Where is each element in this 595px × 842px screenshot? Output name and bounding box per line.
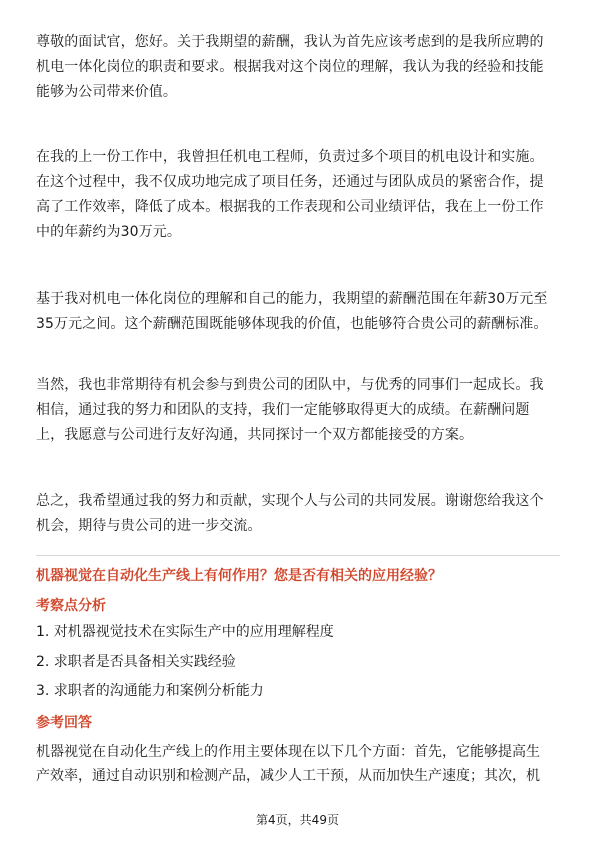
- section-divider: [36, 555, 560, 556]
- text-line: 机器视觉在自动化生产线上的作用主要体现在以下几个方面：首先，它能够提高生: [36, 744, 540, 760]
- analysis-item: 3. 求职者的沟通能力和案例分析能力: [36, 683, 264, 699]
- paragraph-experience: [36, 145, 562, 245]
- text-line: 上，我愿意与公司进行友好沟通，共同探讨一个双方都能接受的方案。: [36, 427, 474, 443]
- text-line: 能够为公司带来价值。: [36, 84, 177, 100]
- question-title: 机器视觉在自动化生产线上有何作用？您是否有相关的应用经验？: [36, 568, 442, 584]
- paragraph-intro: [36, 30, 562, 105]
- text-line: 当然，我也非常期待有机会参与到贵公司的团队中，与优秀的同事们一起成长。我: [36, 377, 544, 393]
- answer-body: [36, 740, 562, 788]
- analysis-item: 1. 对机器视觉技术在实际生产中的应用理解程度: [36, 624, 334, 640]
- analysis-heading: 考察点分析: [36, 598, 106, 614]
- text-line: 机电一体化岗位的职责和要求。根据我对这个岗位的理解，我认为我的经验和技能: [36, 59, 544, 75]
- answer-heading: 参考回答: [36, 715, 92, 731]
- text-line: 尊敬的面试官，您好。关于我期望的薪酬，我认为首先应该考虑到的是我所应聘的: [36, 34, 544, 50]
- paragraph-expectation: [36, 373, 562, 448]
- text-line: 总之，我希望通过我的努力和贡献，实现个人与公司的共同发展。谢谢您给我这个: [36, 493, 544, 509]
- text-line: 产效率，通过自动识别和检测产品，减少人工干预，从而加快生产速度；其次，机: [36, 768, 540, 784]
- text-line: 在这个过程中，我不仅成功地完成了项目任务，还通过与团队成员的紧密合作，提: [36, 174, 544, 190]
- text-line: 基于我对机电一体化岗位的理解和自己的能力，我期望的薪酬范围在年薪30万元至: [36, 291, 548, 307]
- text-line: 在我的上一份工作中，我曾担任机电工程师，负责过多个项目的机电设计和实施。: [36, 149, 544, 165]
- page-number: 第4页，共49页: [256, 813, 339, 827]
- text-line: 高了工作效率，降低了成本。根据我的工作表现和公司业绩评估，我在上一份工作: [36, 199, 544, 215]
- analysis-item: 2. 求职者是否具备相关实践经验: [36, 654, 236, 670]
- paragraph-conclusion: [36, 489, 562, 539]
- text-line: 相信，通过我的努力和团队的支持，我们一定能够取得更大的成绩。在薪酬问题: [36, 402, 530, 418]
- text-line: 35万元之间。这个薪酬范围既能够体现我的价值，也能够符合贵公司的薪酬标准。: [36, 316, 548, 332]
- paragraph-salary-range: [36, 287, 562, 337]
- text-line: 机会，期待与贵公司的进一步交流。: [36, 518, 262, 534]
- text-line: 中的年薪约为30万元。: [36, 224, 181, 240]
